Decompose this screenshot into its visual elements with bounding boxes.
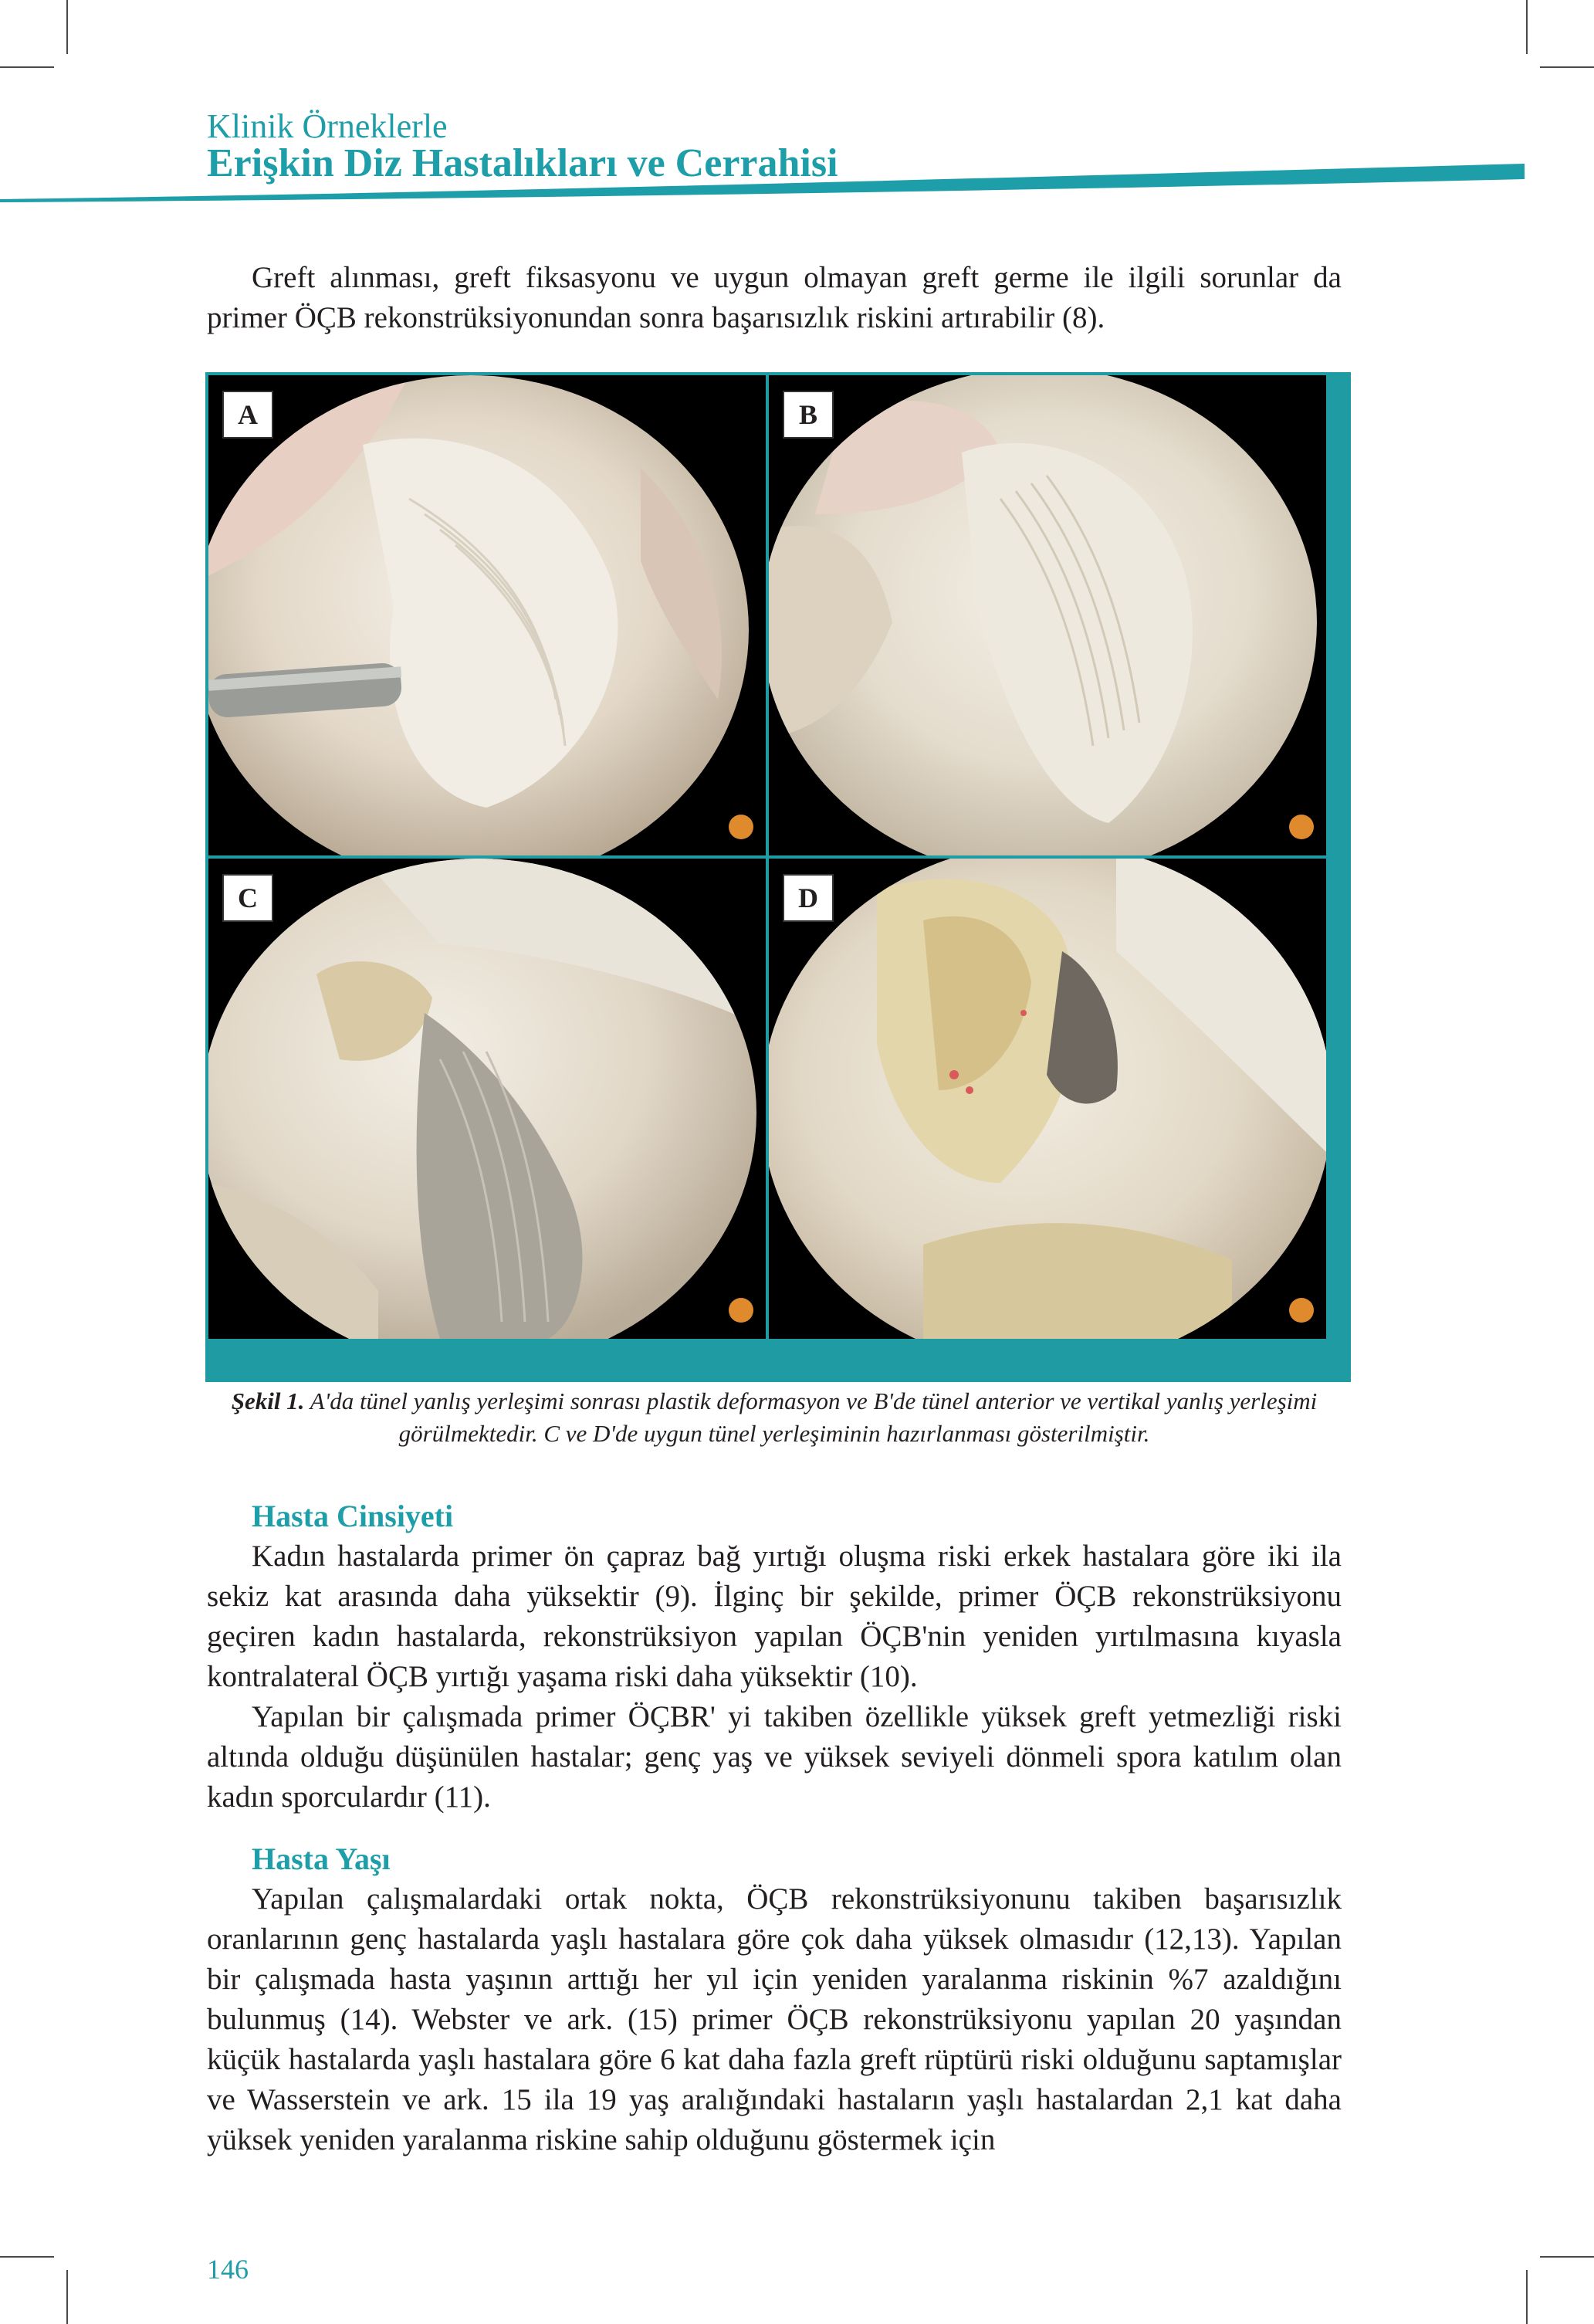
figure-panel-d: [769, 859, 1326, 1339]
section-2-paragraph-1: [207, 1879, 1342, 2160]
crop-mark: [1540, 2256, 1594, 2258]
crop-mark: [66, 0, 68, 54]
header-subtitle: Klinik Örneklerle: [207, 107, 448, 145]
panel-label-b: B: [783, 391, 834, 439]
section-title-hasta-cinsiyeti: Hasta Cinsiyeti: [252, 1499, 454, 1533]
crop-mark: [1540, 66, 1594, 68]
arthroscopy-image-a: [208, 375, 766, 855]
crop-mark: [0, 66, 54, 68]
figure-panel-a: [208, 375, 766, 855]
intro-paragraph-text: Greft alınması, greft fiksasyonu ve uygun olmayan greft germe ile ilgili sorunlar da primer ÖÇB rekonstrüksiyonundan sonra başarısızlık riskini artırabilir (8).: [207, 261, 1342, 334]
arthroscopy-image-c: [208, 859, 766, 1339]
header-title: Erişkin Diz Hastalıkları ve Cerrahisi: [207, 141, 838, 185]
caption-text: A'da tünel yanlış yerleşimi sonrası plastik deformasyon ve B'de tünel anterior ve vertikal yanlış yerleşimi görülmektedir. C ve D'de uygun tünel yerleşiminin hazırlanması gösterilmiştir.: [304, 1387, 1318, 1447]
crop-mark: [1526, 0, 1528, 54]
section-title-hasta-yasi: Hasta Yaşı: [252, 1841, 391, 1876]
arthroscopy-image-b: [769, 375, 1326, 855]
intro-paragraph: [207, 258, 1342, 338]
arthroscopy-image-d: [769, 859, 1326, 1339]
crop-mark: [0, 2256, 54, 2258]
figure-panel-b: [769, 375, 1326, 855]
section-1-paragraph-1-text: Kadın hastalarda primer ön çapraz bağ yırtığı oluşma riski erkek hastalara göre iki ila sekiz kat arasında daha yüksektir (9). İlginç bir şekilde, primer ÖÇB rekonstrüksiyonu geçiren kadın hastalarda, rekonstrüksiyon yapılan ÖÇB'nin yeniden yırtılmasına kıyasla kontralateral ÖÇB yırtığı yaşama riski daha yüksektir (10).: [207, 1540, 1342, 1693]
section-1-paragraph-1: [207, 1536, 1342, 1697]
page-number: 146: [207, 2254, 249, 2285]
section-2-paragraph-1-text: Yapılan çalışmalardaki ortak nokta, ÖÇB rekonstrüksiyonunu takiben başarısızlık oranlarının genç hastalarda yaşlı hastalara göre çok daha yüksek olmasıdır (12,13). Yapılan bir çalışmada hasta yaşının arttığı her yıl için yeniden yaralanma riskinin %7 azaldığını bulunmuş (14). Webster ve ark. (15) primer ÖÇB rekonstrüksiyonu yapılan 20 yaşından küçük hastalarda yaşlı hastalara göre 6 kat daha fazla greft rüptürü riski olduğunu saptamışlar ve Wasserstein ve ark. 15 ila 19 yaş aralığındaki hastaların yaşlı hastalardan 2,1 kat daha yüksek yeniden yaralanma riskine sahip olduğunu göstermek için: [207, 1882, 1342, 2156]
panel-label-d: D: [783, 874, 834, 922]
panel-label-a: A: [222, 391, 273, 439]
panel-label-c: C: [222, 874, 273, 922]
figure-panel-c: [208, 859, 766, 1339]
section-1-paragraph-2: [207, 1697, 1342, 1818]
section-1-paragraph-2-text: Yapılan bir çalışmada primer ÖÇBR' yi takiben özellikle yüksek greft yetmezliği riski altında olduğu düşünülen hastalar; genç yaş ve yüksek seviyeli dönmeli spora katılım olan kadın sporculardır (11).: [207, 1700, 1342, 1814]
figure-caption: [207, 1385, 1342, 1450]
figure-1: [205, 372, 1351, 1382]
caption-prefix: Şekil 1.: [231, 1387, 305, 1414]
crop-mark: [66, 2270, 68, 2324]
crop-mark: [1526, 2270, 1528, 2324]
